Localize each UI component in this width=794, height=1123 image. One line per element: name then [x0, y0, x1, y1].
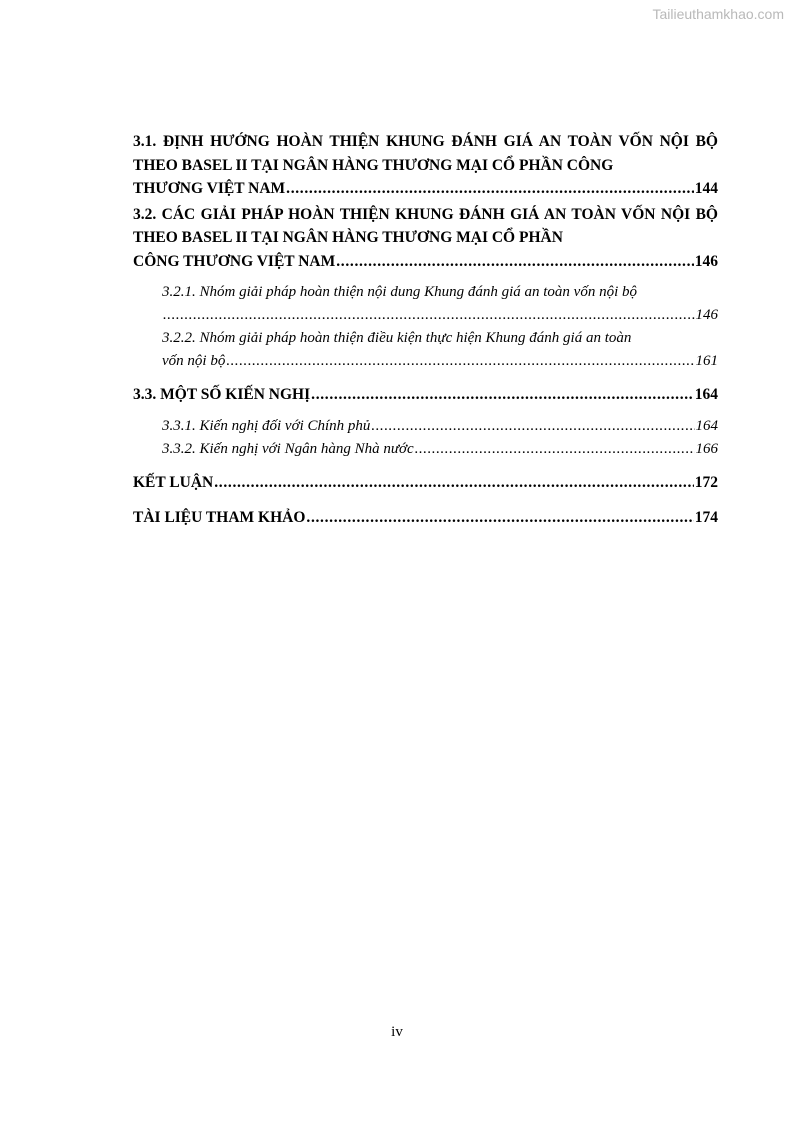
toc-entry-conclusion[interactable]: [133, 471, 718, 495]
toc-page-number: 164: [694, 386, 718, 403]
toc-entry-3-3-1[interactable]: [162, 415, 718, 438]
toc-page-number: 146: [695, 307, 718, 323]
toc-page-number: 164: [695, 417, 718, 434]
toc-entry-3-3[interactable]: [133, 383, 718, 407]
dot-leader: [415, 438, 695, 461]
toc-entry-references[interactable]: [133, 506, 718, 530]
dot-leader: [306, 506, 693, 530]
toc-page-number: 174: [694, 509, 718, 526]
toc-entry-3-3-2[interactable]: [162, 438, 718, 461]
dot-leader: [214, 471, 694, 495]
dot-leader: [371, 415, 694, 438]
toc-entry-title: 3.2.2. Nhóm giải pháp hoàn thiện điều kiện thực hiện Khung đánh giá an toàn: [162, 330, 632, 346]
toc-entry-title: 3.2.1. Nhóm giải pháp hoàn thiện nội dung Khung đánh giá an toàn vốn nội bộ: [162, 284, 637, 300]
page-number: iv: [391, 1024, 403, 1040]
toc-entry-title-cont: vốn nội bộ: [162, 353, 226, 369]
toc-entry-title: 3.1. ĐỊNH HƯỚNG HOÀN THIỆN KHUNG ĐÁNH GIÁ AN TOÀN VỐN NỘI BỘ THEO BASEL II TẠI NGÂN HÀNG THƯƠNG MẠI CỔ PHẦN CÔNG: [133, 133, 718, 174]
toc-entry-title: KẾT LUẬN: [133, 473, 214, 491]
toc-entry-3-2[interactable]: [133, 203, 718, 274]
toc-entry-title-cont: THƯƠNG VIỆT NAM: [133, 180, 286, 197]
toc-entry-title-cont: CÔNG THƯƠNG VIỆT NAM: [133, 252, 336, 270]
toc-entry-title: 3.2. CÁC GIẢI PHÁP HOÀN THIỆN KHUNG ĐÁNH GIÁ AN TOÀN VỐN NỘI BỘ THEO BASEL II TẠI NGÂN HÀNG THƯƠNG MẠI CỔ PHẦN: [133, 205, 718, 246]
dot-leader: [286, 177, 694, 201]
toc-entry-title: TÀI LIỆU THAM KHẢO: [133, 509, 306, 526]
toc-entry-title: 3.3.1. Kiến nghị đối với Chính phủ: [162, 417, 371, 434]
toc-page-number: 172: [694, 473, 718, 491]
toc-page-number: 161: [695, 353, 718, 369]
dot-leader: [163, 304, 695, 327]
dot-leader: [226, 350, 694, 373]
toc-entry-title: 3.3.2. Kiến nghị với Ngân hàng Nhà nước: [162, 440, 414, 457]
toc-entry-3-2-2[interactable]: [162, 327, 718, 373]
toc-entry-3-2-1[interactable]: [162, 281, 718, 327]
watermark: Tailieuthamkhao.com: [652, 6, 784, 22]
dot-leader: [336, 250, 694, 274]
toc-page-number: 146: [694, 252, 718, 270]
dot-leader: [311, 383, 694, 407]
table-of-contents: [133, 130, 718, 532]
toc-page-number: 166: [695, 440, 718, 457]
toc-page-number: 144: [694, 180, 718, 197]
toc-entry-3-1[interactable]: [133, 130, 718, 201]
toc-entry-title: 3.3. MỘT SỐ KIẾN NGHỊ: [133, 386, 311, 403]
